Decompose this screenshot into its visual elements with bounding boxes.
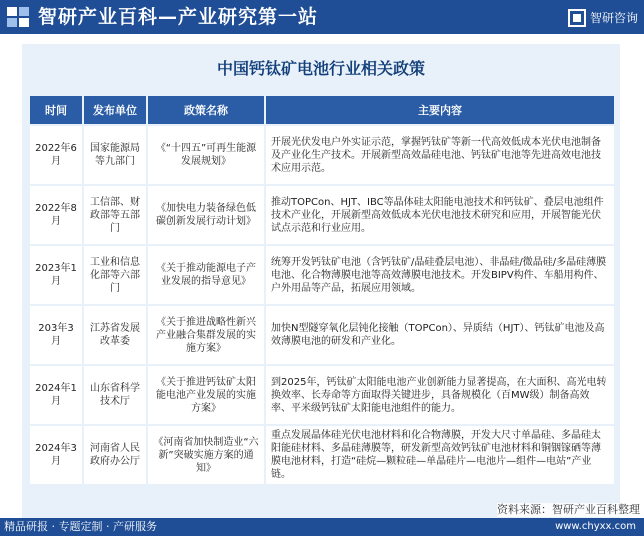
cell-time: 2022年6月 [30, 126, 82, 184]
cell-policy-name: 《关于推动能源电子产业发展的指导意见》 [148, 246, 264, 304]
cell-main-content: 推动TOPCon、HJT、IBC等晶体硅太阳能电池技术和钙钛矿、叠层电池组件技术产业化，开展新型高效低成本光伏电池技术研究和应用，开展智能光伏试点示范和行业应用。 [266, 186, 614, 244]
table-row [30, 426, 614, 484]
cell-policy-name: 《“十四五”可再生能源发展规划》 [148, 126, 264, 184]
cell-publisher: 工信部、财政部等五部门 [84, 186, 146, 244]
brand-logo[interactable] [568, 8, 638, 28]
header-time: 时间 [30, 96, 82, 124]
header-main-content: 主要内容 [266, 96, 614, 124]
cell-policy-name: 《加快电力装备绿色低碳创新发展行动计划》 [148, 186, 264, 244]
brand-name: 智研咨询 [589, 11, 638, 25]
cell-time: 203年3月 [30, 306, 82, 364]
table-row [30, 246, 614, 304]
cell-publisher: 河南省人民政府办公厅 [84, 426, 146, 484]
header-publisher: 发布单位 [84, 96, 146, 124]
footer-url[interactable]: www.chyxx.com [555, 521, 636, 532]
cell-time: 2024年1月 [30, 366, 82, 424]
logo-icon [6, 5, 32, 29]
cell-policy-name: 《关于推进战略性新兴产业融合集群发展的实施方案》 [148, 306, 264, 364]
cell-time: 2024年3月 [30, 426, 82, 484]
policy-card [22, 44, 620, 518]
cell-policy-name: 《关于推进钙钛矿太阳能电池产业发展的实施方案》 [148, 366, 264, 424]
footer-bar [0, 518, 644, 536]
cell-main-content: 到2025年，钙钛矿太阳能电池产业创新能力显著提高，在大面积、高光电转换效率、长寿命等方面取得关键进步，具备规模化（百MW级）制备高效率、平米级钙钛矿太阳能电池组件的能力。 [266, 366, 614, 424]
source-note: 资料来源：智研产业百科整理 [497, 503, 640, 516]
cell-main-content: 统筹开发钙钛矿电池（含钙钛矿/晶硅叠层电池）、非晶硅/微晶硅/多晶硅薄膜电池、化合物薄膜电池等高效薄膜电池技术。开发BIPV构件、车船用构件、户外用品等产品，拓展应用领域。 [266, 246, 614, 304]
brand-icon [568, 9, 586, 27]
cell-main-content: 开展光伏发电户外实证示范，掌握钙钛矿等新一代高效低成本光伏电池制备及产业化生产技术。开展新型高效晶硅电池、钙钛矿电池等先进高效电池技术应用示范。 [266, 126, 614, 184]
cell-policy-name: 《河南省加快制造业“六新”突破实施方案的通知》 [148, 426, 264, 484]
policy-table [28, 94, 616, 486]
header-bar [0, 0, 644, 34]
table-row [30, 366, 614, 424]
cell-time: 2023年1月 [30, 246, 82, 304]
cell-publisher: 工业和信息化部等六部门 [84, 246, 146, 304]
table-header-row [30, 96, 614, 124]
table-row [30, 126, 614, 184]
table-row [30, 306, 614, 364]
cell-main-content: 重点发展晶体硅光伏电池材料和化合物薄膜，开发大尺寸单晶硅、多晶硅太阳能硅材料、多晶硅薄膜等，研发新型高效钙钛矿电池材料和铜铟镓硒等薄膜电池材料，打造“硅烷—颗粒硅—单晶硅片—电池片—组件—电站”产业链。 [266, 426, 614, 484]
site-title: 智研产业百科—产业研究第一站 [38, 6, 319, 28]
cell-time: 2022年8月 [30, 186, 82, 244]
table-row [30, 186, 614, 244]
cell-publisher: 江苏省发展改革委 [84, 306, 146, 364]
cell-publisher: 国家能源局等九部门 [84, 126, 146, 184]
cell-publisher: 山东省科学技术厅 [84, 366, 146, 424]
footer-services: 精品研报 · 专题定制 · 产研服务 [4, 520, 157, 533]
card-title: 中国钙钛矿电池行业相关政策 [216, 59, 425, 78]
cell-main-content: 加快N型隧穿氧化层钝化接触（TOPCon）、异质结（HJT）、钙钛矿电池及高效薄膜电池的研发和产业化。 [266, 306, 614, 364]
header-policy-name: 政策名称 [148, 96, 264, 124]
